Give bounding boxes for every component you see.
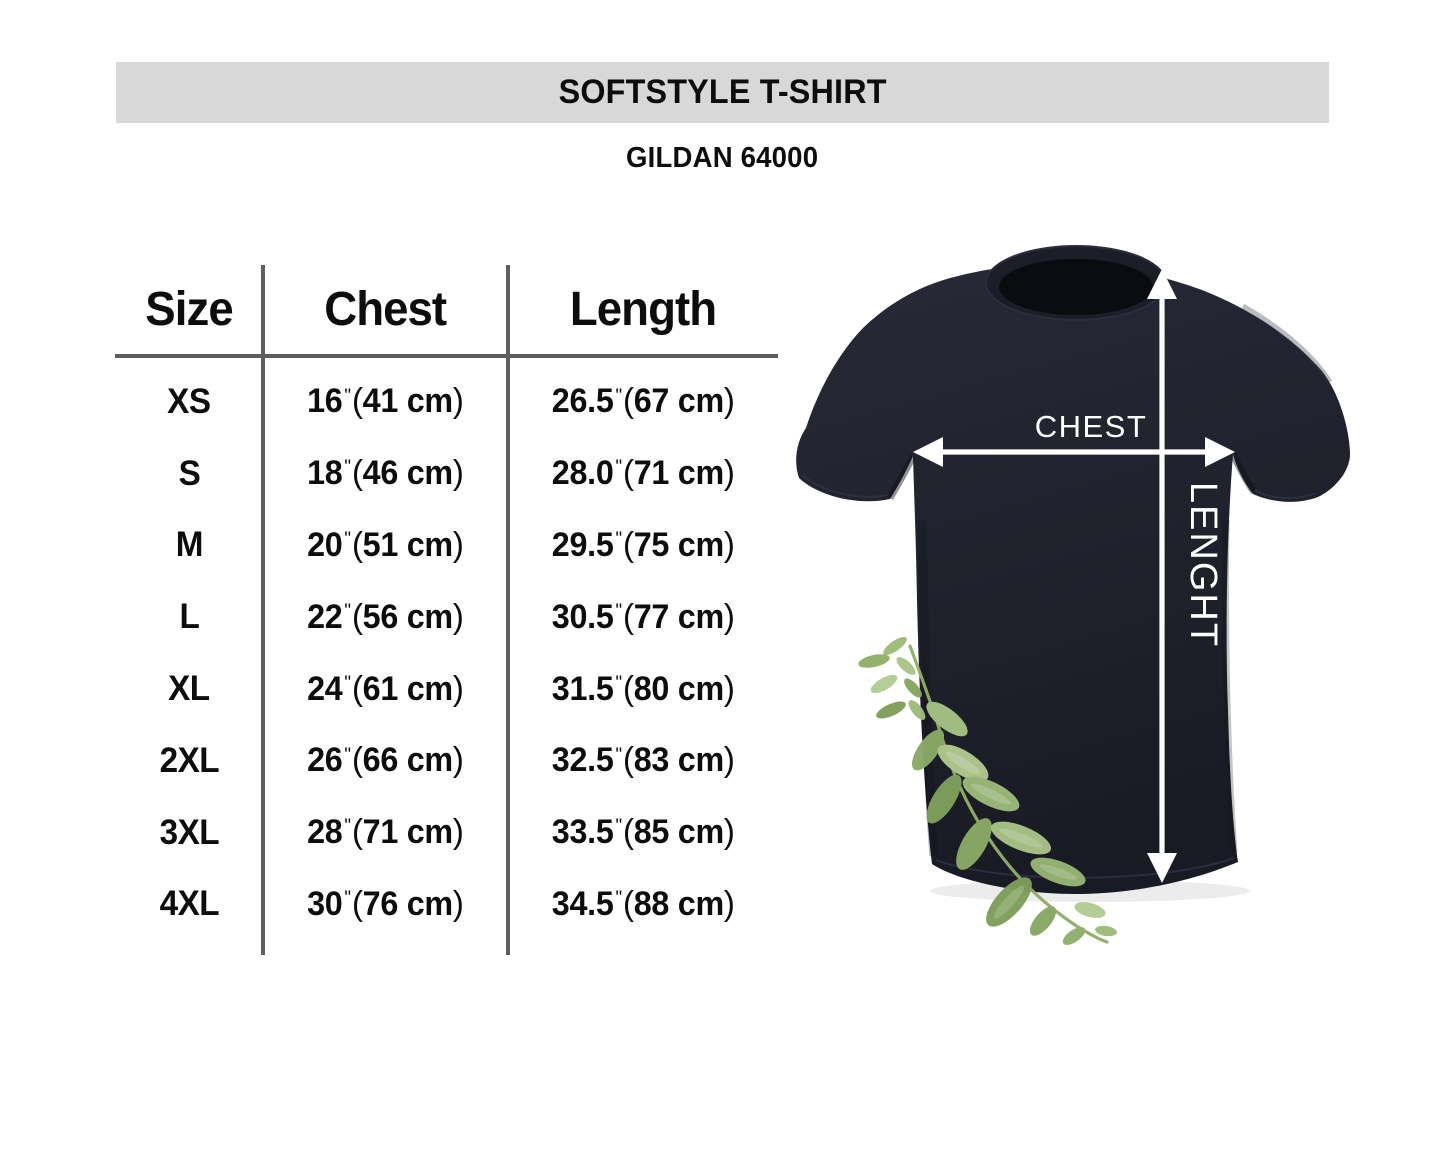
page-title: SOFTSTYLE T-SHIRT	[558, 73, 887, 111]
chest-cell: 16"(41 cm)	[307, 382, 464, 421]
table-row	[115, 510, 778, 582]
table-rows	[115, 366, 778, 940]
page-subtitle: GILDAN 64000	[626, 142, 819, 174]
neck-opening	[999, 259, 1153, 315]
length-cell: 28.0"(71 cm)	[551, 454, 735, 493]
tshirt-svg	[780, 245, 1430, 980]
table-row	[115, 725, 778, 797]
table-row	[115, 438, 778, 510]
chest-cell: 28"(71 cm)	[307, 813, 464, 852]
size-cell: S	[178, 453, 200, 493]
length-cell: 30.5"(77 cm)	[551, 597, 735, 636]
size-cell: XS	[167, 381, 211, 421]
size-cell: 3XL	[159, 812, 219, 852]
column-header-length: Length	[569, 283, 717, 336]
title-bar	[116, 62, 1329, 123]
column-header-chest: Chest	[324, 283, 447, 336]
length-cell: 32.5"(83 cm)	[551, 741, 735, 780]
length-label: LENGHT	[1182, 481, 1224, 649]
chest-cell: 24"(61 cm)	[307, 669, 464, 708]
length-cell: 26.5"(67 cm)	[551, 382, 735, 421]
table-row	[115, 797, 778, 869]
size-cell: L	[179, 597, 199, 637]
column-header-size: Size	[145, 283, 233, 336]
table-header-divider	[115, 354, 778, 358]
chest-cell: 22"(56 cm)	[307, 597, 464, 636]
size-cell: 2XL	[159, 740, 219, 780]
size-chart-table	[115, 265, 778, 957]
length-cell: 33.5"(85 cm)	[551, 813, 735, 852]
table-row	[115, 653, 778, 725]
chest-cell: 26"(66 cm)	[307, 741, 464, 780]
table-header-row	[115, 265, 778, 354]
tshirt-diagram	[780, 245, 1430, 980]
size-cell: XL	[168, 669, 210, 709]
size-cell: M	[175, 525, 203, 565]
chest-label: CHEST	[1034, 409, 1148, 444]
table-row	[115, 869, 778, 941]
chest-cell: 18"(46 cm)	[307, 454, 464, 493]
length-cell: 29.5"(75 cm)	[551, 525, 735, 564]
chest-cell: 20"(51 cm)	[307, 525, 464, 564]
table-row	[115, 581, 778, 653]
length-cell: 34.5"(88 cm)	[551, 884, 735, 923]
length-cell: 31.5"(80 cm)	[551, 669, 735, 708]
tshirt-graphic	[796, 264, 1350, 894]
table-row	[115, 366, 778, 438]
size-cell: 4XL	[159, 884, 219, 924]
chest-cell: 30"(76 cm)	[307, 884, 464, 923]
